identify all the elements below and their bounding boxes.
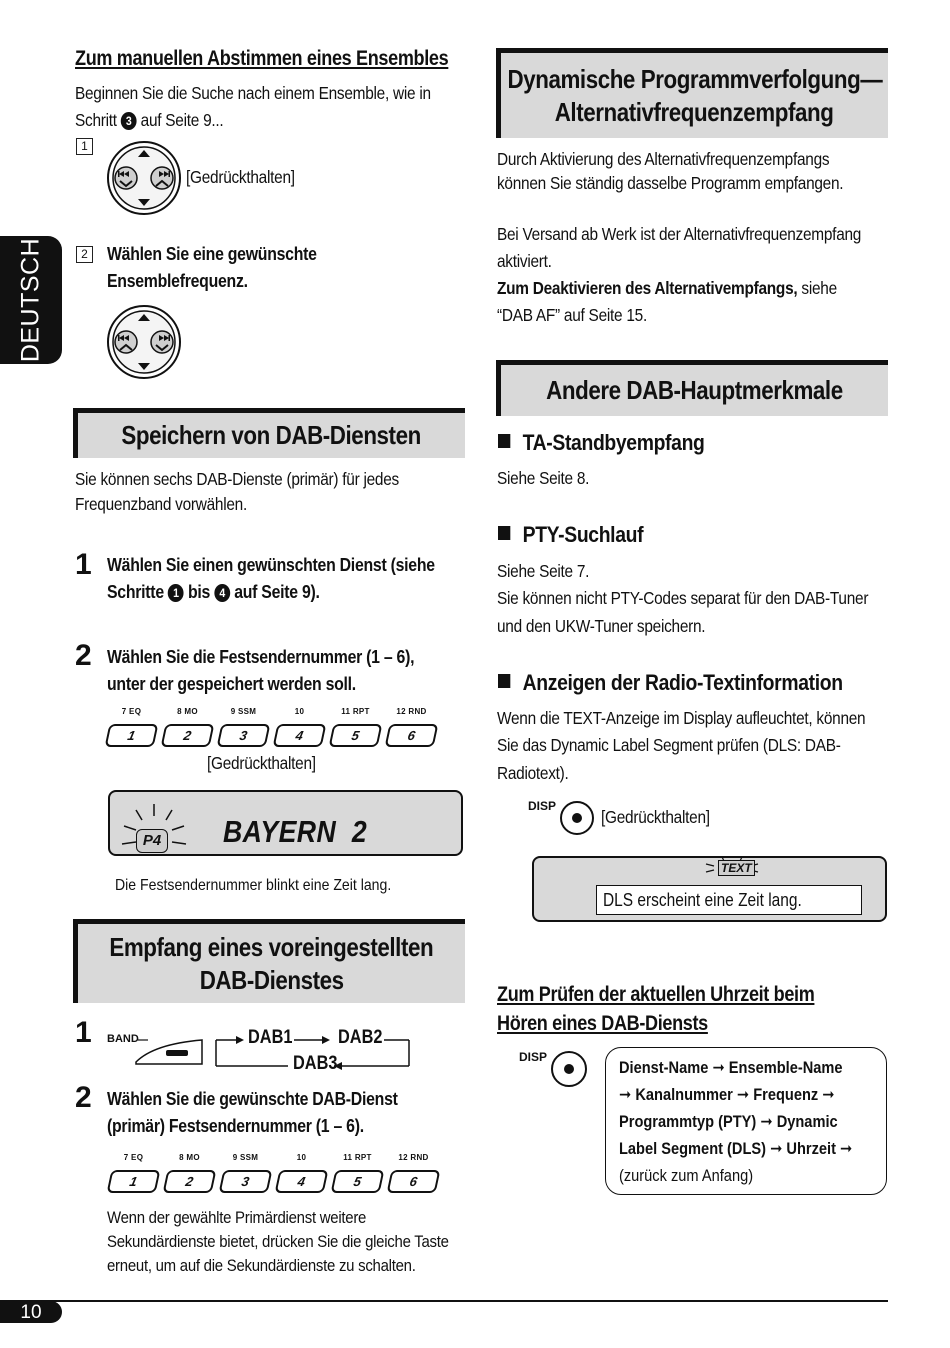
arrow-right-icon-5: ➞ xyxy=(760,1112,773,1131)
af-p3-line2: “DAB AF” auf Seite 15. xyxy=(497,305,647,325)
radio-line1: Wenn die TEXT-Anzeige im Display aufleuchtet, können xyxy=(497,708,866,728)
preset-button-2b: 8 MO 2 xyxy=(165,1152,214,1193)
step-circle-3: 3 xyxy=(121,112,137,130)
disp-label: DISP xyxy=(528,799,557,813)
speichern-line1: Sie können sechs DAB-Dienste (primär) für jedes xyxy=(75,469,399,489)
preset-button-3b: 9 SSM 3 xyxy=(221,1152,270,1193)
note-line3: erneut, um auf die Sekundärdienste zu schalten. xyxy=(107,1256,416,1275)
cycle-line-3: Programmtyp (PTY) ➞ Dynamic xyxy=(619,1112,838,1131)
band-dab3: DAB3 xyxy=(293,1053,338,1074)
preset-button-4b: 10 4 xyxy=(277,1152,326,1193)
ta-text: Siehe Seite 8. xyxy=(497,468,590,488)
preset-buttons xyxy=(107,706,436,747)
e-step-number-2: 2 xyxy=(75,1081,92,1114)
clock-title-line1: Zum Prüfen der aktuellen Uhrzeit beim xyxy=(497,983,815,1006)
preset-indicator: P4 xyxy=(136,829,168,853)
manual-intro-line2: Schritt 3 auf Seite 9... xyxy=(75,110,224,130)
hold-label-3: [Gedrückthalten] xyxy=(601,807,710,827)
e2-line2: (primär) Festsendernummer (1 – 6). xyxy=(107,1116,364,1136)
cycle-line-1: Dienst-Name ➞ Ensemble-Name xyxy=(619,1058,843,1077)
page-number-tab xyxy=(0,1301,62,1323)
bullet-square-icon-3 xyxy=(498,674,510,688)
arrow-right-icon-6: ➞ xyxy=(770,1139,783,1158)
step-circle-4: 4 xyxy=(214,584,230,602)
s2-line1: Wählen Sie die Festsendernummer (1 – 6), xyxy=(107,647,415,667)
af-p1-line1: Durch Aktivierung des Alternativfrequenzempfangs xyxy=(497,149,830,169)
note-line2: Sekundärdienste bietet, drücken Sie die gleiche Taste xyxy=(107,1232,449,1251)
clock-title-line2: Hören eines DAB-Diensts xyxy=(497,1012,708,1035)
cycle-line-5: (zurück zum Anfang) xyxy=(619,1166,754,1185)
preset-button-5b: 11 RPT 5 xyxy=(333,1152,382,1193)
disp-button-icon xyxy=(559,800,595,836)
arrow-right-icon-3: ➞ xyxy=(736,1085,750,1104)
tuning-control-icon xyxy=(106,140,182,216)
arrow-right-icon-7: ➞ xyxy=(840,1139,853,1158)
af-p2-line2: aktiviert. xyxy=(497,251,552,271)
step-circle-1: 1 xyxy=(168,584,184,602)
text-indicator: TEXT xyxy=(718,860,755,876)
step-box-1: 1 xyxy=(76,138,93,155)
e-step-number-1: 1 xyxy=(75,1016,92,1049)
af-p1-line2: können Sie ständig dasselbe Programm empfangen. xyxy=(497,173,844,193)
preset-button-3: 9 SSM 3 xyxy=(219,706,268,747)
radio-line2: Sie das Dynamic Label Segment prüfen (DLS: DAB- xyxy=(497,735,841,755)
step2-line2: Ensemblefrequenz. xyxy=(107,271,248,291)
preset-buttons-2 xyxy=(109,1152,438,1193)
band-dab1: DAB1 xyxy=(248,1027,293,1048)
arrow-right-icon-4: ➞ xyxy=(822,1085,835,1104)
arrow-right-icon-2: ➞ xyxy=(619,1085,632,1104)
lcd-display-text xyxy=(532,856,887,922)
section-header-af: Dynamische Programmverfolgung— Alternativfrequenzempfang xyxy=(496,48,888,138)
band-dab2: DAB2 xyxy=(338,1027,383,1048)
display-cycle-box xyxy=(605,1047,887,1195)
radio-text-heading: Anzeigen der Radio-Textinformation xyxy=(498,669,843,697)
preset-button-6b: 12 RND 6 xyxy=(389,1152,438,1193)
language-tab-label: DEUTSCH xyxy=(16,237,45,363)
af-p2-line1: Bei Versand ab Werk ist der Alternativfrequenzempfang xyxy=(497,224,862,244)
preset-button-5: 11 RPT 5 xyxy=(331,706,380,747)
manual-intro-line1: Beginnen Sie die Suche nach einem Ensemble, wie in xyxy=(75,83,431,103)
section-header-andere: Andere DAB-Hauptmerkmale xyxy=(496,360,888,416)
dls-caption-box xyxy=(596,885,862,915)
tuning-control-icon-2 xyxy=(106,304,182,380)
disp-button-icon-2 xyxy=(550,1050,588,1088)
pty-line2: Sie können nicht PTY-Codes separat für den DAB-Tuner xyxy=(497,588,869,608)
language-tab xyxy=(0,236,62,364)
blink-caption: Die Festsendernummer blinkt eine Zeit lang. xyxy=(115,877,392,894)
pty-line1: Siehe Seite 7. xyxy=(497,561,590,581)
disp-label-2: DISP xyxy=(519,1050,548,1064)
radio-line3: Radiotext). xyxy=(497,763,569,783)
note-line1: Wenn der gewählte Primärdienst weitere xyxy=(107,1208,367,1227)
pty-line3: und den UKW-Tuner speichern. xyxy=(497,616,706,636)
arrow-right-icon: ➞ xyxy=(712,1058,725,1077)
cycle-line-4: Label Segment (DLS) ➞ Uhrzeit ➞ xyxy=(619,1139,853,1158)
preset-button-1: 7 EQ 1 xyxy=(107,706,156,747)
e2-line1: Wählen Sie die gewünschte DAB-Dienst xyxy=(107,1089,398,1109)
s2-line2: unter der gespeichert werden soll. xyxy=(107,674,356,694)
step-number-2: 2 xyxy=(75,639,92,672)
bullet-square-icon xyxy=(498,434,510,448)
s1-line1: Wählen Sie einen gewünschten Dienst (siehe xyxy=(107,555,435,575)
preset-button-1b: 7 EQ 1 xyxy=(109,1152,158,1193)
page-number: 10 xyxy=(20,1302,42,1323)
pty-heading: PTY-Suchlauf xyxy=(498,521,643,549)
section-header-empfang: Empfang eines voreingestellten DAB-Dienstes xyxy=(73,919,465,1003)
step-box-2: 2 xyxy=(76,246,93,263)
hold-label-2: [Gedrückthalten] xyxy=(207,753,316,773)
s1-line2: Schritte 1 bis 4 auf Seite 9). xyxy=(107,582,320,602)
footer-rule xyxy=(0,1300,888,1302)
hold-label-1: [Gedrückthalten] xyxy=(186,167,295,187)
preset-button-6: 12 RND 6 xyxy=(387,706,436,747)
section-header-speichern: Speichern von DAB-Diensten xyxy=(73,408,465,458)
preset-button-4: 10 4 xyxy=(275,706,324,747)
bullet-square-icon-2 xyxy=(498,526,510,540)
ta-heading: TA-Standbyempfang xyxy=(498,429,705,457)
af-p3-line1: Zum Deaktivieren des Alternativempfangs, siehe xyxy=(497,278,837,298)
manual-tuning-title: Zum manuellen Abstimmen eines Ensembles xyxy=(75,47,449,70)
step-number-1: 1 xyxy=(75,548,92,581)
lcd-display xyxy=(108,790,463,856)
step2-line1: Wählen Sie eine gewünschte xyxy=(107,244,317,264)
speichern-line2: Frequenzband vorwählen. xyxy=(75,494,247,514)
band-label: BAND xyxy=(107,1033,139,1045)
cycle-line-2: ➞ Kanalnummer ➞ Frequenz ➞ xyxy=(619,1085,835,1104)
preset-button-2: 8 MO 2 xyxy=(163,706,212,747)
display-station-name: BAYERN 2 xyxy=(223,814,368,849)
dls-caption: DLS erscheint eine Zeit lang. xyxy=(603,890,802,910)
